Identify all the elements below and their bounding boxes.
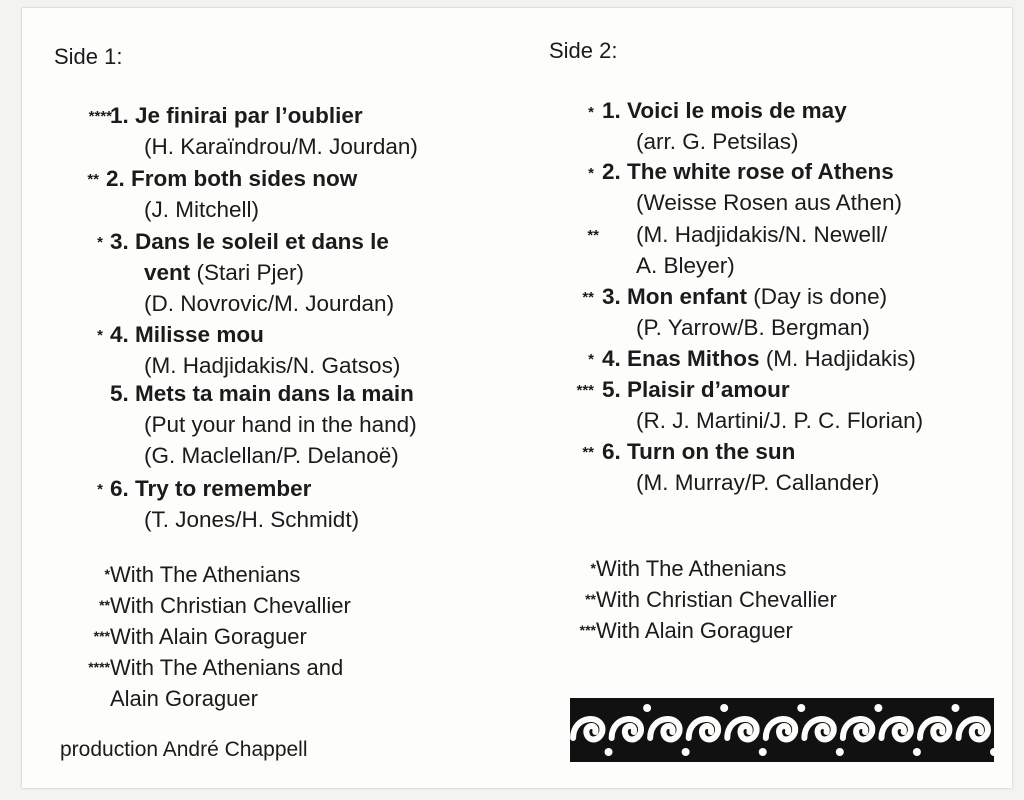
side2-track3-credit: (P. Yarrow/B. Bergman) xyxy=(636,315,870,340)
side2-track6 xyxy=(602,437,795,467)
side1-legend xyxy=(52,559,351,714)
track-alt-title: (M. Hadjidakis) xyxy=(759,346,916,371)
legend-item-cont: Alain Goraguer xyxy=(110,686,258,711)
wave-dot xyxy=(605,748,613,756)
track-title: Mets ta main dans la main xyxy=(135,381,414,406)
legend-item: *With The Athenians xyxy=(590,556,787,581)
side1-track6-credit: (T. Jones/H. Schmidt) xyxy=(144,507,360,532)
side1-track3-credit: (D. Novrovic/M. Jourdan) xyxy=(144,291,395,316)
side2-track2 xyxy=(602,157,894,187)
track-title-cont: vent xyxy=(144,260,191,285)
track-title: The white rose of Athens xyxy=(627,159,894,184)
track-title: Je finirai par l’oublier xyxy=(135,103,363,128)
side2-track5 xyxy=(602,375,790,405)
track-number: 3. xyxy=(110,229,129,254)
side1-track2 xyxy=(106,164,357,194)
side1-track5-credit2: (G. Maclellan/P. Delanoë) xyxy=(144,443,399,468)
track-alt-title: (Stari Pjer) xyxy=(190,260,305,285)
wave-dot xyxy=(759,748,767,756)
side2-track3 xyxy=(602,282,887,312)
legend-item: *With The Athenians xyxy=(104,562,301,587)
side1-track4-stars: * xyxy=(97,327,103,344)
track-number: 2. xyxy=(106,166,125,191)
side1-track6-stars: * xyxy=(97,481,103,498)
wave-dot xyxy=(720,704,728,712)
production-credit: production André Chappell xyxy=(60,738,308,761)
side2-track2-credit1: (Weisse Rosen aus Athen) xyxy=(636,190,902,215)
track-number: 4. xyxy=(602,346,621,371)
side1-track6 xyxy=(110,474,311,504)
side2-track2-credit3: A. Bleyer) xyxy=(636,253,735,278)
track-number: 2. xyxy=(602,159,621,184)
track-number: 1. xyxy=(602,98,621,123)
track-title: Voici le mois de may xyxy=(627,98,847,123)
track-number: 3. xyxy=(602,284,621,309)
side1-track3-stars: * xyxy=(97,234,103,251)
side1-track4 xyxy=(110,320,264,350)
wave-dot xyxy=(682,748,690,756)
track-number: 6. xyxy=(602,439,621,464)
track-title: Try to remember xyxy=(135,476,312,501)
wave-dot xyxy=(643,704,651,712)
side2-track2-credit-stars: ** xyxy=(587,227,599,244)
side1-track4-credit: (M. Hadjidakis/N. Gatsos) xyxy=(144,353,401,378)
side1-track1-credit: (H. Karaïndrou/M. Jourdan) xyxy=(144,134,418,159)
legend-item: **With Christian Chevallier xyxy=(99,593,351,618)
track-title: Dans le soleil et dans le xyxy=(135,229,389,254)
wave-dot xyxy=(913,748,921,756)
side2-track1-credit: (arr. G. Petsilas) xyxy=(636,129,799,154)
side2-track6-credit: (M. Murray/P. Callander) xyxy=(636,470,880,495)
legend-item: ***With Alain Goraguer xyxy=(93,624,307,649)
side2-track1 xyxy=(602,96,847,126)
greek-wave-ornament-icon xyxy=(570,698,994,762)
side2-track2-credit2: (M. Hadjidakis/N. Newell/ xyxy=(636,222,888,247)
track-title: Turn on the sun xyxy=(627,439,796,464)
side1-track3 xyxy=(110,227,389,257)
wave-dot xyxy=(836,748,844,756)
liner-card xyxy=(22,8,1012,788)
wave-dot xyxy=(951,704,959,712)
side1-track2-stars: ** xyxy=(87,171,99,188)
side2-track5-credit: (R. J. Martini/J. P. C. Florian) xyxy=(636,408,924,433)
track-number: 4. xyxy=(110,322,129,347)
legend-item: **With Christian Chevallier xyxy=(585,587,837,612)
side2-track2-stars: * xyxy=(588,165,594,182)
track-title: From both sides now xyxy=(131,166,358,191)
track-number: 5. xyxy=(602,377,621,402)
legend-item: ****With The Athenians and xyxy=(88,655,344,680)
side1-track3-line2 xyxy=(144,258,304,288)
track-alt-title: (Day is done) xyxy=(747,284,888,309)
legend-item: ***With Alain Goraguer xyxy=(579,618,793,643)
track-number: 5. xyxy=(110,381,129,406)
side2-track6-stars: ** xyxy=(582,444,594,461)
wave-dot xyxy=(797,704,805,712)
track-title: Plaisir d’amour xyxy=(627,377,790,402)
track-title: Milisse mou xyxy=(135,322,264,347)
side1-track1-stars: **** xyxy=(88,108,112,125)
side2-legend xyxy=(538,553,837,646)
track-title: Enas Mithos xyxy=(627,346,760,371)
side1-title: Side 1: xyxy=(54,44,123,69)
track-number: 1. xyxy=(110,103,129,128)
side1-track2-credit: (J. Mitchell) xyxy=(144,197,260,222)
side2-track5-stars: *** xyxy=(576,382,594,399)
side2-track3-stars: ** xyxy=(582,289,594,306)
side2-track1-stars: * xyxy=(588,104,594,121)
track-title: Mon enfant xyxy=(627,284,748,309)
track-number: 6. xyxy=(110,476,129,501)
side1-track1 xyxy=(110,101,363,131)
side1-track5-credit1: (Put your hand in the hand) xyxy=(144,412,417,437)
wave-dot xyxy=(874,704,882,712)
side2-track4 xyxy=(602,344,916,374)
side2-title: Side 2: xyxy=(549,38,618,63)
side2-track4-stars: * xyxy=(588,351,594,368)
side1-track5 xyxy=(110,379,414,409)
